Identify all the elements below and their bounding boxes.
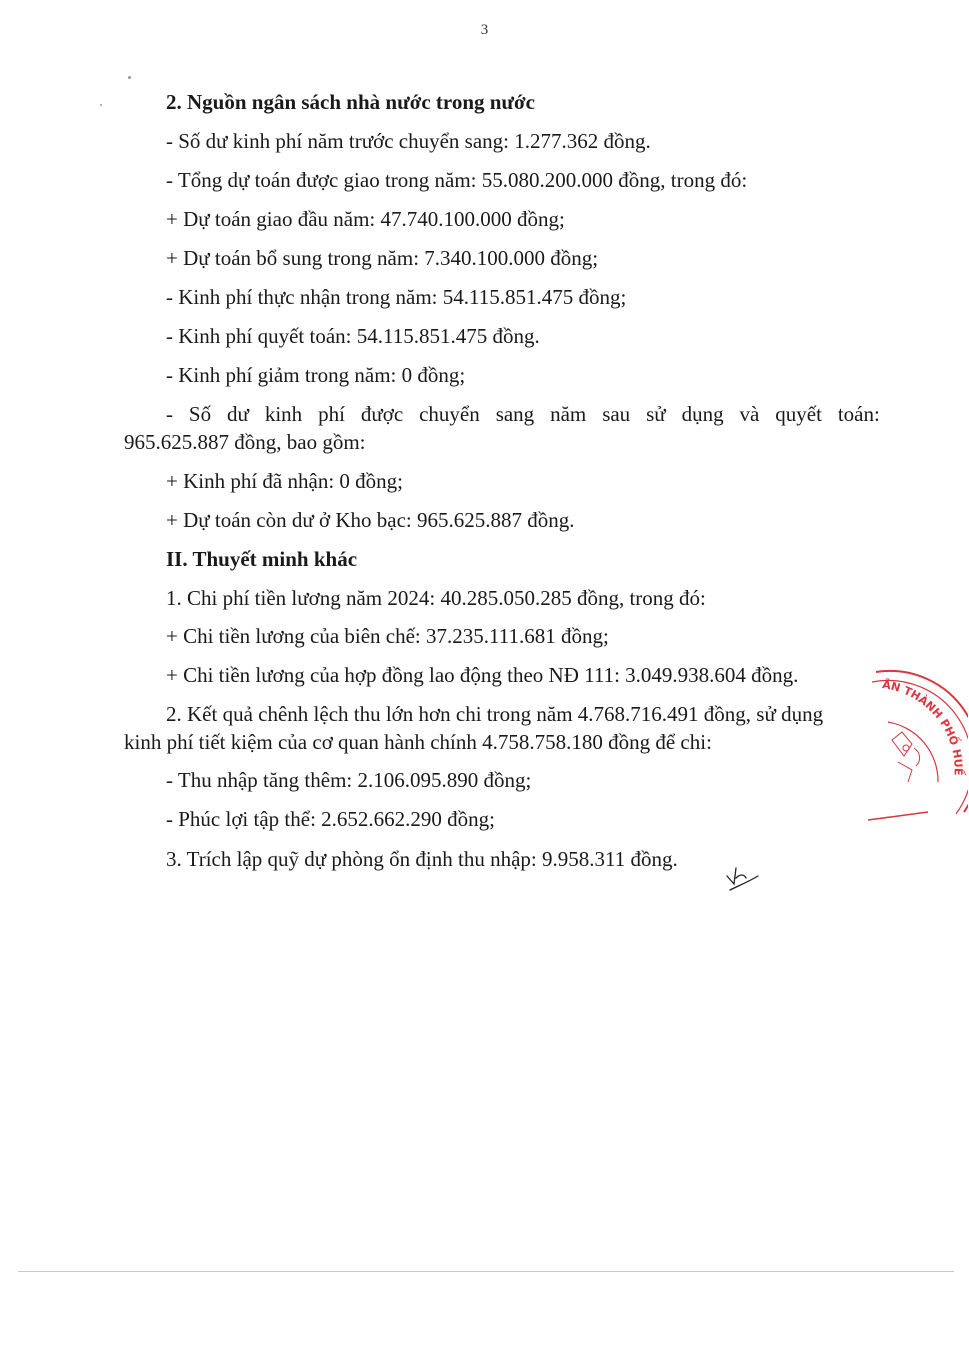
word: phí: [318, 402, 345, 426]
word: được: [360, 402, 404, 426]
budget-line: - Số dư kinh phí năm trước chuyển sang: 1.277.362 đồng.: [166, 129, 651, 153]
budget-line: - Tổng dự toán được giao trong năm: 55.080.200.000 đồng, trong đó:: [166, 168, 748, 192]
carryover-sub-item: + Dự toán còn dư ở Kho bạc: 965.625.887 đồng.: [166, 508, 575, 532]
word: quyết: [775, 402, 822, 426]
result-line-1: 2. Kết quả chênh lệch thu lớn hơn chi trong năm 4.768.716.491 đồng, sử dụng: [166, 702, 824, 726]
section-II-heading: II. Thuyết minh khác: [166, 547, 358, 571]
budget-line: - Kinh phí quyết toán: 54.115.851.475 đồng.: [166, 324, 540, 348]
seal-text: ÂN THÀNH PHỐ HUẾ: [881, 678, 965, 776]
salary-item: + Chi tiền lương của biên chế: 37.235.111.681 đồng;: [166, 624, 609, 648]
result-line-2: kinh phí tiết kiệm của cơ quan hành chính 4.758.758.180 đồng để chi:: [124, 730, 712, 754]
word: dụng: [681, 402, 724, 426]
red-seal: [868, 652, 968, 832]
word: và: [739, 402, 760, 426]
svg-text:ÂN THÀNH PHỐ HUẾ: [881, 678, 966, 776]
word: Số: [188, 402, 212, 426]
word: sang: [495, 402, 535, 426]
budget-line: + Dự toán bổ sung trong năm: 7.340.100.000 đồng;: [166, 246, 599, 270]
salary-item: + Chi tiền lương của hợp đồng lao động theo NĐ 111: 3.049.938.604 đồng.: [166, 663, 799, 687]
carryover-paragraph: [124, 400, 880, 456]
salary-title: 1. Chi phí tiền lương năm 2024: 40.285.050.285 đồng, trong đó:: [166, 586, 706, 610]
word: dư: [227, 402, 249, 426]
reserve-line: 3. Trích lập quỹ dự phòng ổn định thu nhập: 9.958.311 đồng.: [166, 847, 678, 871]
carryover-sub-item: + Kinh phí đã nhận: 0 đồng;: [166, 469, 403, 493]
signature-mark: [724, 864, 760, 892]
word: -: [166, 402, 173, 426]
bottom-scan-line: [18, 1271, 954, 1272]
word: chuyển: [419, 402, 480, 426]
result-item: - Thu nhập tăng thêm: 2.106.095.890 đồng;: [166, 768, 532, 792]
word: năm: [550, 402, 587, 426]
margin-dot: [128, 76, 131, 79]
margin-dot: [100, 104, 102, 106]
carryover-line-1: [124, 400, 880, 428]
word: toán:: [837, 402, 880, 426]
word: kinh: [264, 402, 303, 426]
page-number: 3: [480, 22, 489, 38]
budget-line: + Dự toán giao đầu năm: 47.740.100.000 đồng;: [166, 207, 565, 231]
budget-line: - Kinh phí giảm trong năm: 0 đồng;: [166, 363, 466, 387]
carryover-line-2: 965.625.887 đồng, bao gồm:: [124, 430, 366, 454]
result-item: - Phúc lợi tập thể: 2.652.662.290 đồng;: [166, 807, 495, 831]
budget-line: - Kinh phí thực nhận trong năm: 54.115.851.475 đồng;: [166, 285, 627, 309]
word: sử: [646, 402, 666, 426]
section-2-heading: 2. Nguồn ngân sách nhà nước trong nước: [166, 90, 535, 114]
word: sau: [602, 402, 631, 426]
